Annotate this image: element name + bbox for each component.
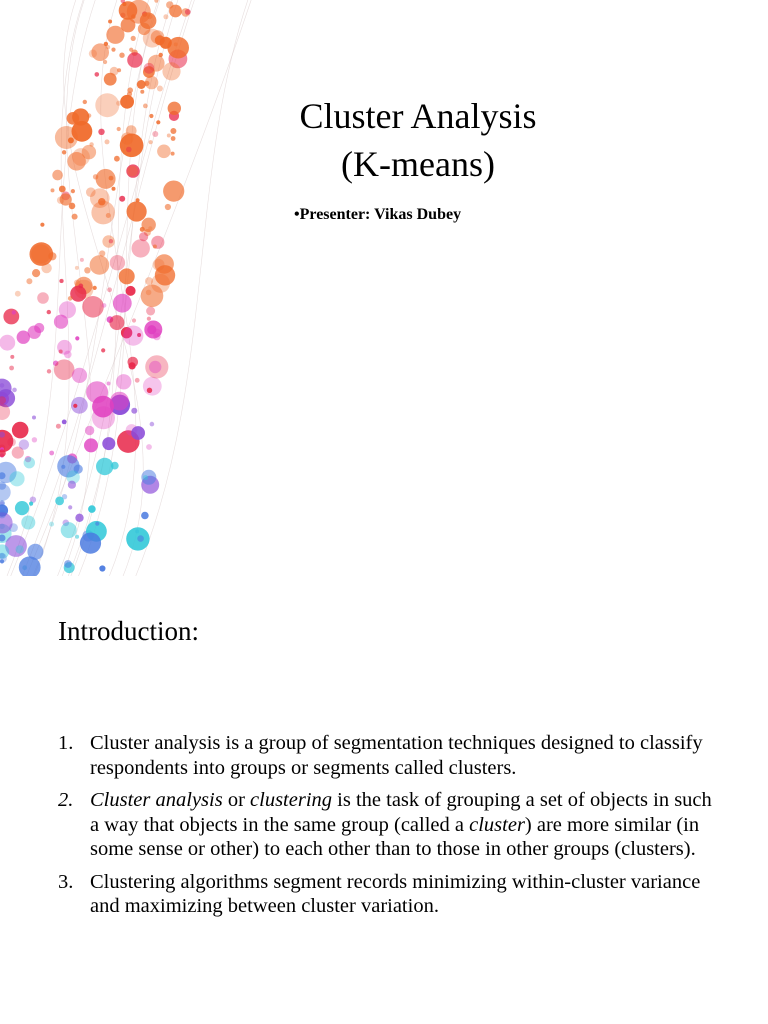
decor-dot	[123, 326, 143, 346]
decor-dot	[84, 267, 90, 273]
decor-dot	[163, 14, 168, 19]
decor-dot	[21, 516, 35, 530]
decor-dot	[9, 366, 14, 371]
decor-dot	[167, 134, 171, 138]
decor-dot	[155, 35, 165, 45]
decor-dot	[143, 377, 162, 396]
decor-dot	[143, 104, 148, 109]
decor-dot	[99, 565, 105, 571]
decor-dot	[109, 239, 113, 243]
decor-dot	[170, 128, 176, 134]
decor-dot	[152, 131, 158, 137]
item-number: 2.	[58, 789, 74, 811]
decor-dot	[72, 368, 87, 383]
decor-dot	[95, 93, 119, 117]
decor-dot	[47, 369, 51, 373]
decor-dot	[75, 266, 79, 270]
decor-dot	[137, 80, 146, 89]
decor-dot	[3, 309, 19, 325]
decor-dot	[26, 278, 32, 284]
decor-dot	[40, 223, 44, 227]
decor-dot	[29, 502, 33, 506]
decor-dot	[82, 296, 104, 318]
decor-dot	[91, 43, 109, 61]
decor-dot	[86, 187, 96, 197]
decor-dot	[49, 451, 54, 456]
decor-dot	[28, 326, 41, 339]
list-item	[58, 788, 718, 862]
decor-dot	[95, 522, 99, 526]
decor-dot	[150, 422, 155, 427]
colorful-dots-decoration	[0, 0, 265, 576]
decor-dot	[24, 457, 35, 468]
decor-dot	[120, 134, 144, 158]
decor-dot	[136, 198, 140, 202]
decor-dot	[51, 188, 55, 192]
decor-dot	[62, 420, 67, 425]
decor-dot	[113, 294, 132, 313]
decor-dot	[60, 193, 72, 205]
decor-dot	[146, 444, 152, 450]
term-clustering: clustering	[250, 789, 333, 811]
decor-dot	[62, 150, 66, 154]
decor-dot	[0, 484, 11, 501]
decor-dot	[95, 72, 100, 77]
decor-dot	[93, 174, 98, 179]
decor-dot	[157, 86, 163, 92]
decor-dot	[47, 310, 51, 314]
decor-dot	[147, 317, 151, 321]
decor-dot	[12, 422, 29, 439]
decor-dot	[131, 408, 137, 414]
decor-dot	[83, 100, 87, 104]
decor-dot	[168, 102, 181, 115]
term-cluster-analysis: Cluster analysis	[90, 789, 223, 811]
intro-heading: Introduction:	[58, 616, 199, 646]
decor-dot	[114, 156, 120, 162]
decor-dot	[110, 255, 125, 270]
decor-dot	[96, 458, 113, 475]
decor-dot	[107, 287, 112, 292]
decor-dot	[116, 374, 131, 389]
decor-dot	[127, 0, 151, 24]
decor-dot	[102, 303, 107, 308]
decor-dot	[119, 268, 135, 284]
decor-dot	[64, 560, 72, 568]
decor-dot	[41, 263, 51, 273]
decor-dot	[144, 81, 149, 86]
intro-points-list	[58, 731, 718, 927]
decor-dot	[146, 307, 155, 316]
decor-dot	[110, 67, 119, 76]
decor-dot	[131, 36, 136, 41]
list-item	[58, 731, 718, 780]
decor-dot	[117, 127, 121, 131]
decor-dot	[102, 437, 115, 450]
decor-dot	[110, 392, 129, 411]
decor-dot	[88, 505, 96, 513]
decor-dot	[75, 535, 79, 539]
decor-dot	[16, 545, 24, 553]
decor-dot	[85, 426, 94, 435]
decor-dot	[61, 465, 65, 469]
decor-dot	[12, 388, 17, 393]
decor-dot	[68, 481, 76, 489]
decor-dot	[99, 250, 105, 256]
decor-dot	[80, 258, 84, 262]
presenter-line: •Presenter: Vikas Dubey	[294, 206, 462, 223]
decor-dot	[171, 152, 175, 156]
decor-dot	[132, 239, 150, 257]
decor-dot	[10, 355, 14, 359]
decor-dot	[145, 277, 153, 285]
decor-dot	[37, 292, 49, 304]
decor-dot	[0, 335, 15, 351]
decor-dot	[138, 23, 150, 35]
decor-dot	[185, 9, 191, 15]
decor-dot	[135, 378, 140, 383]
title-line-2: (K-means)	[341, 144, 495, 184]
decor-dot	[105, 139, 110, 144]
decor-dot	[156, 120, 160, 124]
decor-dot	[32, 416, 36, 420]
decor-dot	[52, 170, 63, 181]
title-line-1: Cluster Analysis	[299, 96, 537, 136]
decor-dot	[157, 145, 171, 159]
decor-dot	[59, 186, 66, 193]
decor-dot	[9, 471, 24, 486]
decor-dot	[75, 336, 79, 340]
decor-dot	[89, 142, 93, 146]
decor-dot	[143, 475, 148, 480]
decor-dot	[98, 198, 105, 205]
decor-dot	[127, 201, 147, 221]
decor-dot	[103, 60, 107, 64]
decor-dot	[71, 189, 75, 193]
decor-dot	[154, 0, 158, 3]
decor-dot	[68, 296, 73, 301]
decor-dot	[149, 140, 153, 144]
decor-dot	[55, 497, 64, 506]
item-number: 1.	[58, 732, 74, 754]
item-number: 3.	[58, 870, 74, 893]
decor-dot	[101, 348, 105, 352]
decor-dot	[151, 274, 170, 293]
decor-dot	[119, 196, 125, 202]
decor-dot	[19, 439, 29, 449]
decor-dot	[72, 108, 89, 125]
decor-dot	[131, 426, 145, 440]
decor-dot	[60, 279, 64, 283]
decor-dot	[80, 533, 101, 554]
decor-dot	[140, 227, 145, 232]
decor-dot	[68, 505, 72, 509]
decor-dot	[140, 90, 144, 94]
decor-dot	[27, 544, 43, 560]
item-text-segment: ) are more similar (in some sense or other) to each other than to those in other groups (clusters).	[90, 813, 700, 860]
decor-dot	[167, 37, 189, 59]
decor-dot	[67, 152, 86, 171]
term-cluster: cluster	[469, 813, 525, 836]
decor-dot	[146, 290, 152, 296]
decor-dot	[73, 404, 77, 408]
decor-dot	[7, 438, 16, 447]
decor-dot	[12, 310, 16, 314]
slide-divider	[0, 576, 768, 588]
decor-dot	[70, 286, 86, 302]
decor-dot	[75, 514, 83, 522]
decor-dot	[111, 462, 119, 470]
decor-dot	[169, 5, 182, 18]
decor-dot	[54, 315, 68, 329]
decor-dot	[74, 280, 80, 286]
decor-dot	[127, 52, 142, 67]
decor-dot	[163, 181, 184, 202]
decor-dot	[153, 259, 165, 271]
item-text: Clustering algorithms segment records minimizing within-cluster variance and maximizing between cluster variation.	[90, 870, 701, 917]
decor-dot	[31, 244, 50, 263]
decor-dot	[109, 176, 114, 181]
decor-dot	[93, 286, 97, 290]
decor-dot	[98, 129, 104, 135]
decor-dot	[92, 406, 115, 429]
list-item	[58, 870, 718, 919]
decor-dot	[141, 512, 149, 520]
decor-dot	[108, 20, 112, 24]
item-text-segment: is the task of grouping a set of objects in such a way that objects in the same group (called a	[90, 789, 712, 836]
decor-dot	[64, 351, 72, 359]
decor-dot	[153, 329, 162, 338]
decor-dot	[109, 315, 124, 330]
decor-dot	[112, 187, 116, 191]
decor-dot	[72, 214, 78, 220]
slide-title	[268, 92, 568, 188]
decor-dot	[59, 350, 63, 354]
decor-dot	[90, 255, 110, 275]
decor-dot	[32, 437, 37, 442]
decor-dot	[48, 252, 56, 260]
decor-dot	[120, 95, 134, 109]
decor-dot	[149, 114, 153, 118]
decor-dot	[84, 438, 98, 452]
decor-dot	[162, 62, 180, 80]
decor-dot	[171, 136, 176, 141]
decor-dot	[126, 286, 136, 296]
decor-dot	[15, 291, 21, 297]
decor-dot	[119, 53, 124, 58]
decor-dot	[106, 213, 111, 218]
decor-dot	[126, 147, 132, 153]
decor-dot	[56, 424, 61, 429]
decor-dot	[111, 48, 115, 52]
decor-dot	[32, 269, 40, 277]
decor-dot	[54, 359, 75, 380]
decor-dot	[147, 388, 152, 393]
item-text-segment: or	[222, 789, 251, 811]
decor-dot	[165, 204, 171, 210]
decor-dot	[15, 501, 29, 515]
item-text: Cluster analysis is a group of segmentation techniques designed to classify respondents into groups or segments called clusters.	[90, 732, 703, 779]
introduction-slide	[0, 588, 768, 1024]
decor-dot	[127, 166, 138, 177]
decor-dot	[49, 522, 54, 527]
decor-dot	[127, 87, 133, 93]
decor-dot	[153, 245, 157, 249]
decor-dot	[61, 522, 77, 538]
decor-dot	[149, 361, 161, 373]
decor-dot	[144, 63, 155, 74]
decor-dot	[137, 535, 144, 542]
decor-dot	[107, 382, 111, 386]
decor-dot	[128, 357, 139, 368]
decor-dot	[132, 318, 136, 322]
